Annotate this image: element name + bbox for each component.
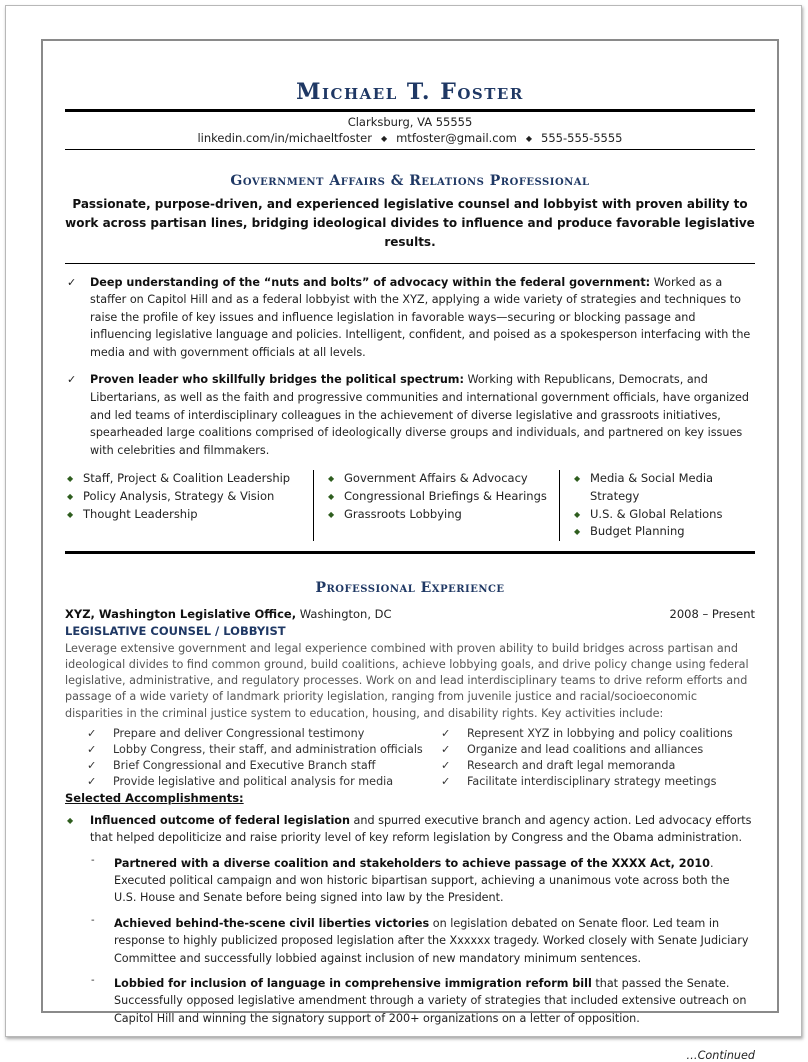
skill-label: Thought Leadership	[83, 506, 198, 521]
diamond-bullet-icon: ◆	[67, 474, 74, 484]
diamond-bullet-icon: ◆	[67, 492, 74, 502]
summary-point-text: Worked as a staffer on Capitol Hill and as a federal lobbyist with the XYZ, applying a wide variety of strategies and techniques to raise the profile of key issues and influence legislation in favorable ways—securing or blocking passage and influencing legislative language and policies. Intelligent, confident, and poised as a spokesperson interfacing with the media and with government officials at all levels.	[90, 275, 751, 359]
skills-column	[313, 470, 559, 540]
contact-rule	[65, 149, 755, 150]
employer	[65, 606, 392, 623]
skill-item	[65, 506, 313, 524]
skill-item	[65, 470, 313, 488]
skill-label: Staff, Project & Coalition Leadership	[83, 471, 291, 486]
section-rule	[65, 551, 755, 554]
skill-label: Policy Analysis, Strategy & Vision	[83, 489, 275, 504]
skill-item	[572, 470, 755, 505]
skill-item	[326, 488, 559, 506]
location: Clarksburg, VA 55555	[347, 115, 473, 129]
diamond-bullet-icon: ◆	[328, 509, 335, 519]
skill-label: Congressional Briefings & Hearings	[344, 489, 547, 504]
accomplishment-lead: Achieved behind-the-scene civil liberties victories	[114, 916, 430, 930]
activity-item	[441, 726, 741, 742]
accomplishment-item	[65, 812, 755, 847]
activity-item	[441, 774, 741, 790]
summary-point-lead: Deep understanding of the “nuts and bolts” of advocacy within the federal government:	[90, 275, 651, 289]
activity-label: Prepare and deliver Congressional testimony	[113, 726, 365, 740]
continued-note: …Continued	[686, 1049, 755, 1062]
dash-bullet-icon: -	[91, 914, 95, 926]
summary-tagline: Passionate, purpose-driven, and experienced legislative counsel and lobbyist with proven ability to work across partisan lines, bridging ideological divides to influence and produce favorable legislative results.	[65, 196, 755, 249]
accomplishment-lead: Lobbied for inclusion of language in comprehensive immigration reform bill	[114, 977, 592, 991]
candidate-name: Michael T. Foster	[296, 79, 524, 105]
employer-location: Washington, DC	[296, 606, 392, 621]
skills-column	[559, 470, 755, 540]
activity-label: Provide legislative and political analysis for media	[113, 774, 394, 788]
skills-grid	[65, 470, 755, 540]
activity-item	[441, 758, 741, 774]
checkmark-icon: ✓	[87, 742, 97, 756]
checkmark-icon: ✓	[67, 275, 77, 289]
accomplishment-text: that passed the Senate. Successfully opposed legislative amendment through a variety of strategies that included extensive outreach on Capitol Hill and winning the signatory support of 200+ organizations on a letter of opposition.	[114, 977, 747, 1025]
activity-label: Facilitate interdisciplinary strategy meetings	[467, 774, 717, 788]
diamond-separator-icon: ◆	[380, 133, 388, 143]
activities-column	[441, 726, 741, 790]
diamond-bullet-icon: ◆	[574, 509, 581, 519]
activity-item	[87, 742, 441, 758]
accomplishment-lead: Influenced outcome of federal legislation	[90, 813, 350, 827]
summary-point-lead: Proven leader who skillfully bridges the political spectrum:	[90, 373, 464, 387]
header-rule	[65, 109, 755, 112]
activities-list	[65, 726, 755, 790]
diamond-bullet-icon: ◆	[574, 474, 581, 484]
activity-label: Brief Congressional and Executive Branch staff	[113, 758, 376, 772]
skill-label: U.S. & Global Relations	[590, 506, 723, 521]
skill-item	[326, 506, 559, 524]
job-header	[65, 606, 755, 623]
skill-label: Media & Social Media Strategy	[590, 471, 714, 504]
checkmark-icon: ✓	[441, 742, 451, 756]
accomplishments-heading: Selected Accomplishments:	[65, 790, 244, 805]
activity-label: Research and draft legal memoranda	[467, 758, 676, 772]
summary-point-text: Working with Republicans, Democrats, and Libertarians, as well as the faith and progressive communities and international government officials, have organized and led teams of interdisciplinary colleagues in the achievement of diverse legislative and grassroots initiatives, spearheaded large coalitions comprised of ideologically diverse groups and individuals, and partnered on key issues with celebrities and filmmakers.	[90, 373, 750, 457]
accomplishment-text: on legislation debated on Senate floor. Led team in response to highly publicized proposed legislation after the Xxxxxx tragedy. Worked closely with Senate Judiciary Committee and successfully lobbied against inclusion of new mandatory minimum sentences.	[114, 916, 749, 965]
skill-item	[572, 523, 755, 541]
activity-item	[87, 758, 441, 774]
accomplishment-text: . Executed political campaign and won historic bipartisan support, achieving a unanimous vote across both the U.S. House and Senate before being signed into law by the President.	[114, 856, 730, 905]
checkmark-icon: ✓	[87, 774, 97, 788]
job-title: LEGISLATIVE COUNSEL / LOBBYIST	[65, 623, 286, 638]
phone-number: 555-555-5555	[541, 131, 623, 145]
activity-label: Lobby Congress, their staff, and administration officials	[113, 742, 423, 756]
employer-name: XYZ, Washington Legislative Office,	[65, 606, 297, 621]
page-frame	[5, 5, 802, 1062]
job-description: Leverage extensive government and legal experience combined with proven ability to build bridges across partisan and ideological divides to find common ground, build coalitions, achieve lobbying goals, and drive policy change using federal legislative, administrative, and regulatory processes. Work on and lead interdisciplinary teams to drive reform efforts and passage of a wide variety of landmark priority legislation, ranging from juvenile justice and racial/socioeconomic disparities in the criminal justice system to education, housing, and disability rights. Key activities include:	[65, 641, 749, 720]
contact-details	[65, 130, 755, 147]
summary-title: Government Affairs & Relations Professional	[230, 172, 590, 189]
sub-accomplishment-item	[65, 975, 755, 1027]
checkmark-icon: ✓	[67, 373, 77, 387]
checkmark-icon: ✓	[441, 758, 451, 772]
summary-point	[65, 371, 755, 459]
skill-item	[65, 488, 313, 506]
diamond-bullet-icon: ◆	[328, 492, 335, 502]
skill-item	[572, 506, 755, 524]
checkmark-icon: ✓	[87, 758, 97, 772]
accomplishment-text: and spurred executive branch and agency action. Led advocacy efforts that helped depoliticize and raise priority level of key reform legislation by Congress and the Obama administration.	[90, 813, 752, 845]
activity-item	[87, 774, 441, 790]
resume-page	[41, 39, 779, 1062]
experience-title: Professional Experience	[315, 579, 505, 596]
diamond-bullet-icon: ◆	[328, 474, 335, 484]
sub-accomplishment-item	[65, 855, 755, 907]
checkmark-icon: ✓	[87, 726, 97, 740]
sub-accomplishment-item	[65, 915, 755, 967]
activity-item	[87, 726, 441, 742]
diamond-bullet-icon: ◆	[67, 509, 74, 519]
accomplishment-lead: Partnered with a diverse coalition and stakeholders to achieve passage of the XXXX Act, 2010	[114, 856, 710, 870]
activity-label: Represent XYZ in lobbying and policy coalitions	[467, 726, 733, 740]
skills-column	[65, 470, 313, 540]
diamond-separator-icon: ◆	[525, 133, 533, 143]
checkmark-icon: ✓	[441, 774, 451, 788]
diamond-bullet-icon: ◆	[67, 815, 74, 825]
job-dates: 2008 – Present	[669, 606, 755, 621]
resume-content	[65, 79, 755, 1062]
linkedin-link[interactable]: linkedin.com/in/michaeltfoster	[197, 131, 372, 145]
email-link[interactable]: mtfoster@gmail.com	[396, 131, 517, 145]
skill-item	[326, 470, 559, 488]
dash-bullet-icon: -	[91, 854, 95, 866]
skill-label: Budget Planning	[590, 524, 685, 539]
skill-label: Grassroots Lobbying	[344, 506, 462, 521]
activities-column	[87, 726, 441, 790]
diamond-bullet-icon: ◆	[574, 527, 581, 537]
summary-rule	[65, 263, 755, 264]
summary-point	[65, 274, 755, 362]
activity-label: Organize and lead coalitions and alliances	[467, 742, 704, 756]
checkmark-icon: ✓	[441, 726, 451, 740]
activity-item	[441, 742, 741, 758]
skill-label: Government Affairs & Advocacy	[344, 471, 528, 486]
dash-bullet-icon: -	[91, 975, 95, 987]
